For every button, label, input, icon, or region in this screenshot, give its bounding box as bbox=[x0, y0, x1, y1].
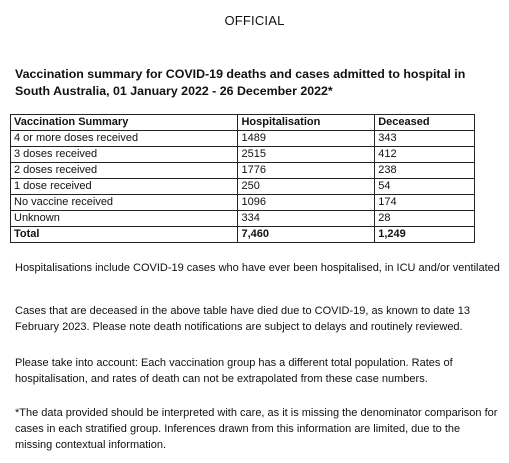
deceased-cell: 54 bbox=[375, 179, 475, 195]
table-row bbox=[11, 211, 475, 227]
document-title: Vaccination summary for COVID-19 deaths and cases admitted to hospital in South Australia, 01 January 2022 - 26 December 2022* bbox=[15, 67, 466, 98]
column-header-deceased: Deceased bbox=[375, 115, 475, 131]
total-row bbox=[11, 227, 475, 243]
row-label-cell: No vaccine received bbox=[11, 195, 238, 211]
deceased-cell: 412 bbox=[375, 147, 475, 163]
deceased-cell: 28 bbox=[375, 211, 475, 227]
vaccination-summary-table bbox=[10, 114, 475, 243]
row-label-cell: Unknown bbox=[11, 211, 238, 227]
hospitalisation-cell: 1776 bbox=[238, 163, 375, 179]
hospitalisation-cell: 1096 bbox=[238, 195, 375, 211]
deceased-cell: 238 bbox=[375, 163, 475, 179]
note-population-caveat: Please take into account: Each vaccination group has a different total population. Rates of hospitalisation, and rates of death can not be extrapolated from these case numbers. bbox=[15, 357, 453, 385]
note-deceased-definition: Cases that are deceased in the above table have died due to COVID-19, as known to date 13 February 2023. Please note death notifications are subject to delays and routinely reviewed. bbox=[15, 305, 470, 333]
total-hospitalisation-cell: 7,460 bbox=[238, 227, 375, 243]
table-row bbox=[11, 195, 475, 211]
deceased-cell: 174 bbox=[375, 195, 475, 211]
hospitalisation-cell: 1489 bbox=[238, 131, 375, 147]
row-label-cell: 4 or more doses received bbox=[11, 131, 238, 147]
classification-label: OFFICIAL bbox=[224, 13, 285, 28]
row-label-cell: 1 dose received bbox=[11, 179, 238, 195]
table-row bbox=[11, 147, 475, 163]
hospitalisation-cell: 250 bbox=[238, 179, 375, 195]
column-header-vaccination-summary: Vaccination Summary bbox=[11, 115, 238, 131]
table-row bbox=[11, 179, 475, 195]
hospitalisation-cell: 334 bbox=[238, 211, 375, 227]
row-label-cell: 2 doses received bbox=[11, 163, 238, 179]
deceased-cell: 343 bbox=[375, 131, 475, 147]
total-label-cell: Total bbox=[11, 227, 238, 243]
note-data-caveat: *The data provided should be interpreted with care, as it is missing the denominator comparison for cases in each stratified group. Inferences drawn from this information are limited, due to the missing contextual information. bbox=[15, 407, 498, 451]
table-row bbox=[11, 163, 475, 179]
table-row bbox=[11, 131, 475, 147]
table-header-row bbox=[11, 115, 475, 131]
hospitalisation-cell: 2515 bbox=[238, 147, 375, 163]
row-label-cell: 3 doses received bbox=[11, 147, 238, 163]
total-deceased-cell: 1,249 bbox=[375, 227, 475, 243]
note-hospitalisation-definition: Hospitalisations include COVID-19 cases who have ever been hospitalised, in ICU and/or ventilated bbox=[15, 262, 500, 274]
column-header-hospitalisation: Hospitalisation bbox=[238, 115, 375, 131]
